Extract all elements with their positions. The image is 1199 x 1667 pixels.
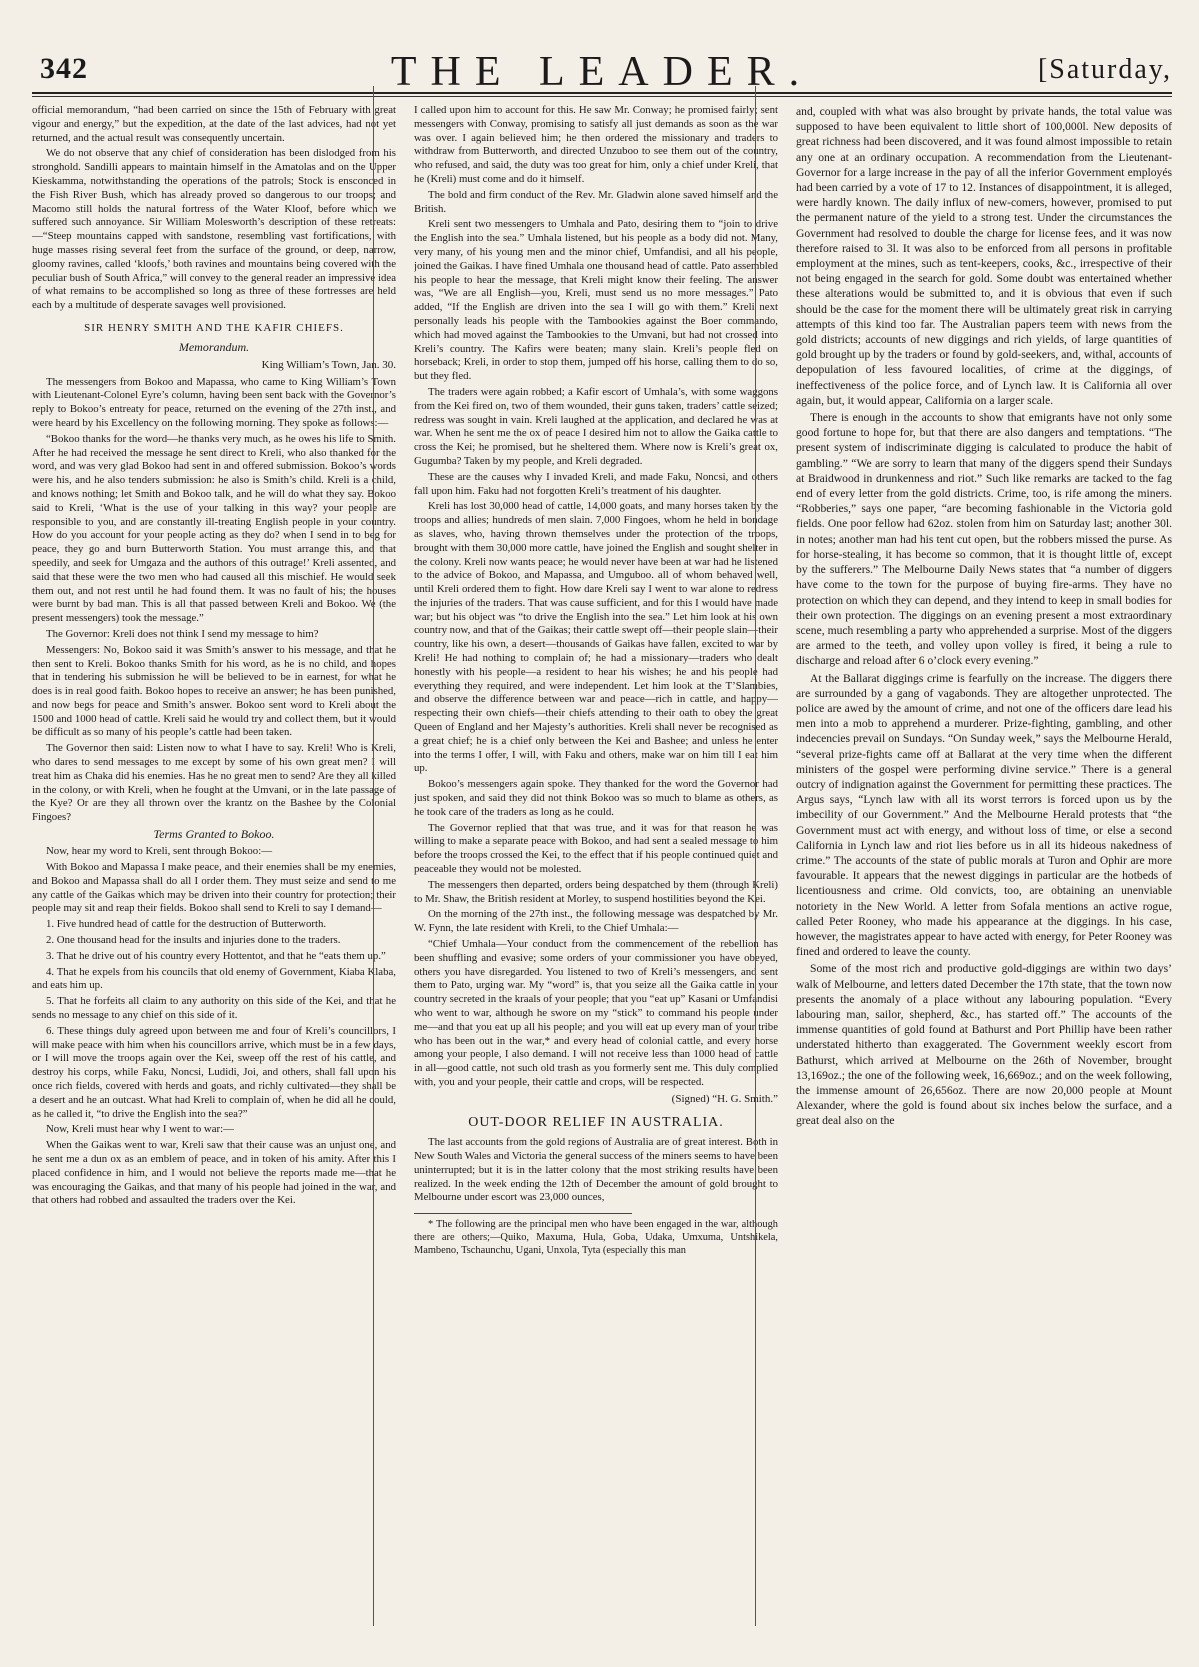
paragraph: When the Gaikas went to war, Kreli saw that their cause was an unjust one, and he sent me a dun ox as an emblem of peace, and in token of his amity. After this I placed confidence in him, and I would not believe the reports made me—that he was encouraging the Gaikas, and that many of his people had joined in the war, and that others had robbed and assaulted the traders over the Kei. [32,1139,396,1207]
paragraph: The bold and firm conduct of the Rev. Mr. Gladwin alone saved himself and the British. [414,188,778,215]
newspaper-title: THE LEADER. [390,49,814,95]
paragraph: Bokoo’s messengers again spoke. They thanked for the word the Governor had just spoken, and said they did not think Bokoo was so much to blame as others, as he took care of the traders as long as he could. [414,778,778,818]
column-divider [373,86,374,1626]
paragraph: Messengers: No, Bokoo said it was Smith’s answer to his message, and that he then sent to Kreli. Bokoo thanks Smith for his word, as he is no child, and hopes that in tendering his submission he will be believed to be in earnest, for what he does is in real good faith. Bokoo hopes to receive an answer; he has been punished, and now begs for peace and Smith’s answer. Bokoo sent word to Kreli about the 1500 and 1000 head of cattle. Kreli said he would try and collect them, but it would be difficult as so many of his people’s cattle had been taken. [32,643,396,739]
paragraph: The traders were again robbed; a Kafir escort of Umhala’s, with some waggons from the Kei fired on, two of them wounded, their guns taken, traders’ cattle seized; redress was sought in vain. Kreli laughed at the application, and declared he was at war. When he sent me the ox of peace I desired him not to allow the Gaika cattle to cross the Kei; he promised, but he sheltered them. Where now is Kreli’s great ox, Gugumba? Taken by my people, and Kreli degraded. [414,385,778,467]
paragraph: The last accounts from the gold regions of Australia are of great interest. Both in New South Wales and Victoria the general success of the miners seems to have been uninterrupted; but it is in the latter colony that the most striking results have been realized. In the week ending the 12th of December the amount of gold brought to Melbourne under escort was 23,000 ounces, [414,1136,778,1204]
masthead-rule-thin [32,96,1172,97]
paragraph: and, coupled with what was also brought by private hands, the total value was supposed to have been equivalent to little short of 100,000l. New deposits of great richness had been discovered, and it was found almost impossible to retain any one at an ordinary occupation. A recommendation from the Lieutenant-Governor for a large increase in the pay of all the inferior Government employés had been carried by a vote of 17 to 12. Instances of disappointment, it is alleged, were hardly known. The daily influx of new-comers, however, promised to put the permanent nature of the yield to a strong test. Under the circumstances the Government had resolved to double the charge for license fees, and it was now therefore raised to 3l. It was also to be enforced from all persons in profitable employment at the mines, such as tent-keepers, cooks, &c., irrespective of their not being engaged in the search for gold. Some doubt was entertained whether these alterations would be submitted to, and it is obvious that even if such should be the case for the moment there will be ultimately great risk in carrying attempts of this kind too far. The Australian papers teem with news from the gold districts; accounts of new diggings and rich yields, of large quantities of gold brought up by the traders or found by gold-seekers, and, withal, accounts of depopulation of less favoured localities, of crime at the diggings, of ineffectiveness of the police force, and of Lynch law. It is California all over again, but, it would appear, California on a larger scale. [796,105,1172,407]
paragraph: The Governor replied that that was true, and it was for that reason he was willing to make a separate peace with Bokoo, and had sent a sealed message to him before the troops crossed the Kei, to the effect that if his people continued quiet and peaceable they would not be molested. [414,821,778,876]
paragraph: Some of the most rich and productive gold-diggings are within two days’ walk of Melbourne, and letters dated December the 17th state, that the town now presents the anomaly of a place without any labouring population. “Every labouring man, sailor, shepherd, &c., has started off.” The accounts of the immense quantities of gold found at Bathurst and Port Phillip have been rather understated hitherto than exaggerated. The Government weekly escort from Bathurst, which arrived at Melbourne on the 26th of November, brought 13,169oz.; the one of the following week, 16,669oz.; and on the week following, the immense amount of 26,656oz. There are now 20,000 people at Mount Alexander, where the gold is found about six inches below the surface, and a great deal also on the [796,962,1172,1128]
newspaper-page [32,18,1172,1648]
masthead-rule [32,92,1172,94]
column-1 [32,104,396,1644]
section-subheading: Terms Granted to Bokoo. [153,827,275,842]
paragraph: 5. That he forfeits all claim to any authority on this side of the Kei, and that he sends no message to any chief on this side of it. [32,995,396,1022]
paragraph: I called upon him to account for this. He saw Mr. Conway; he promised fairly; sent messengers with Conway, promising to satisfy all just demands as soon as the war was over. I again believed him; he then ordered the missionary and traders to withdraw from Butterworth, and directed Unzuboo to see them out of the country, who refused, and said, the duty was too great for him, only a chief under Kreli, that he (Kreli) must come and do it himself. [414,104,778,185]
paragraph: At the Ballarat diggings crime is fearfully on the increase. The diggers there are surrounded by a gang of vagabonds. They are altogether unprotected. The police are awed by the amount of crime, and not one of the officers dare lead his men into a mob to apprehend a murderer. Prize-fighting, gambling, and other indecencies prevail on Sundays. “On Sunday week,” says the Melbourne Herald, “several prize-fights came off at Ballarat at the very time when the different ministers of the gospel were performing divine service.” There is a general outcry of indignation against the Government for permitting these practices. The Argus says, “Lynch law with all its worst terrors is forced upon us by the imbecility of our Government.” And the Melbourne Herald protests that “the Government must act with energy, and without loss of time, or else a second California in Lynch law and riot lies before us in all its hideous nakedness of crime.” The accounts of the state of public morals at Turon and Ophir are more favourable. It appears that the newest diggings in particular are the hotbeds of licentiousness and crime. Old convicts, too, are obtaining an unenviable notoriety in the New World. A letter from Sofala mentions an active rogue, called Peter Rooney, who made his appearance at the diggings. In his case, however, the magistrates appear to have acted with energy, for Peter Rooney was fined and ordered to leave the county. [796,671,1172,959]
column-2 [414,104,778,1644]
paragraph: 1. Five hundred head of cattle for the destruction of Butterworth. [46,918,327,931]
dateline: King William’s Town, Jan. 30. [261,359,396,372]
paragraph: official memorandum, “had been carried on since the 15th of February with great vigour and energy,” but the expedition, at the date of the last advices, had not yet returned, and the actual result was consequently uncertain. [32,104,396,144]
issue-day: [Saturday, [1037,54,1172,85]
footnote-text: * The following are the principal men who have been engaged in the war, although there are others;—Quiko, Maxuma, Hula, Goba, Udaka, Umxuma, Untshikela, Mambeno, Tschaunchu, Ugani, Unxola, Tyta (especially this man [414,1219,778,1257]
paragraph: Kreli sent two messengers to Umhala and Pato, desiring them to “join to drive the English into the sea.” Umhala listened, but his people as a body did not. Many, very many, of his young men and the minor chief, Umfandisi, and all his people, joined the Gaikas. I have fined Umhala one thousand head of cattle. Pato assembled his people to hear the message, that Kreli might know their feeling. The answer was, “We are all English—you, Kreli, must send us no more messages.” Pato added, “If the English are driven into the sea I will go with them.” Kreli next personally leads his people with the Tambookies against the Boer commando, which had moved against the Tambookies to the Umvani, but had not crossed into Kreli’s country. The Kafirs were beaten; many slain. Kreli’s people fled on horseback; Kreli, in order to stop them, jumped off his horse, calling them to do so, but they fled. [414,218,778,383]
signature-line: (Signed) “H. G. Smith.” [671,1092,778,1105]
paragraph: We do not observe that any chief of consideration has been dislodged from his stronghold. Sandilli appears to maintain himself in the Amatolas and on the Upper Kieskamma, notwithstanding the operations of the patrols; Stock is ensconced in the Fish River Bush, which has already proved so dangerous to our troops; and Macomo still holds the natural fortress of the Water Kloof, before which we suffered such annoyance. Sir William Molesworth’s description of these retreats:—“Steep mountains capped with sandstone, resembling vast fortifications, with huge masses rising several feet from the surface of the ground, or deep, narrow, gloomy ravines, called ‘kloofs,’ both ravines and mountains being covered with the peculiar bush of South Africa,” will convey to the general reader an impressive idea of what remains to be accomplished so long as three of these fortresses are held each by a multitude of desperate savages well provisioned. [32,147,396,312]
paragraph: The Governor then said: Listen now to what I have to say. Kreli! Who is Kreli, who dares to send messages to me except by some of his own great men? I will treat him as Chaka did his enemies. Has he no great men to send? Are they all killed in the colony, or with Kreli, when he fought at the Umvani, or in the late passage of the Kye? Or are they all thrown over the krantz on the Bashee by the Colonial Fingoes? [32,742,396,824]
page-number: 342 [40,52,88,85]
paragraph: The messengers from Bokoo and Mapassa, who came to King William’s Town with Lieutenant-Colonel Eyre’s column, having been sent back with the Governor’s reply to Bokoo’s entreaty for peace, returned on the evening of the 27th inst., and were heard by his Excellency on the following morning. They spoke as follows:— [32,375,396,429]
paragraph: With Bokoo and Mapassa I make peace, and their enemies shall be my enemies, and Bokoo and Mapassa shall do all I order them. They must seize and send to me any cattle of the Gaikas which may be driven into their country for protection; their people may sit and reap their fields. Bokoo shall send to Kreli to say I demand— [32,861,396,915]
paragraph: 2. One thousand head for the insults and injuries done to the traders. [46,934,341,947]
paragraph: “Chief Umhala—Your conduct from the commencement of the rebellion has been shuffling and evasive; some orders of your commissioner you have obeyed, others you have disregarded. You listened to two of Kreli’s messengers, and sent them to Pato, urging war. My “word” is, that you seize all the Gaika cattle in your country secreted in the kraals of your people; that you “eat up” Kasani or Umfandisi who went to war, although he swore on my “stick” to command his people under me—and that you eat up all his people; and you will eat up every man of your tribe who has been out in the war,* and every head of colonial cattle, and every horse among your people, I also demand. I will not receive less than 1000 head of cattle in all—good cattle, not such old trash as you formerly sent me. This duly complied with, you and your people, their cattle and crops, will be respected. [414,938,778,1088]
paragraph: There is enough in the accounts to show that emigrants have not only some good fortune to hope for, but that there are also dangers and temptations. “The present system of indiscriminate digging is calculated to produce the habit of gambling.” “We are sorry to learn that many of the diggers spend their Sundays at Braidwood in drunkenness and riot.” Such like remarks are tacked to the fag end of every letter from the gold districts. Crime, too, is rife among the miners. “Robberies,” says one paper, “are becoming fashionable in the Victoria gold fields. One poor fellow had 62oz. stolen from him on Saturday last; another 30l. in notes; another man had his tent cut open, but the robbers missed the purse. As for horse-stealing, it has become so common, that it is thought little of, except by the sufferers.” The Melbourne Daily News states that “a number of diggers have come to the town for the purpose of buying fire-arms. They have no protection on which they can depend, and they intend to keep in small bodies for their own protection. The diggings on an evening present a most extraordinary scene, much resembling a party who apprehended a surprise. Most of the diggers are armed to the teeth, and volley upon volley is fired, it being a rule to discharge and reload after 6 o’clock every evening.” [796,411,1172,668]
paragraph: On the morning of the 27th inst., the following message was despatched by Mr. W. Fynn, the late resident with Kreli, to the Chief Umhala:— [414,908,778,935]
paragraph: Kreli has lost 30,000 head of cattle, 14,000 goats, and many horses taken by the troops and allies; hundreds of men slain. 7,000 Fingoes, whom he held in bondage as slaves, who, having thrown themselves under the protection of the troops, brought with them 30,000 more cattle, have joined the English and sought shelter in the colony. Kreli now wants peace; he would never have been at war had he listened to the advice of Bokoo, and Mapassa, and Umguboo. all of whom behaved well, until Kreli ordered them to fight. How dare Kreli say I went to war alone to redress the injuries of the traders. That was cause sufficient, and for this I would have made war; but his object was “to drive the English into the sea.” Let him look at his own country now, and that of the Gaikas; their cattle swept off—their people slain—their country, like his own, a desert—thousands of Gaikas have fallen, excited to war by Kreli! He had nothing to complain of; he had a missionary—traders who dealt honestly with his people—a resident to hear his wishes; he and his people had everything they required, and were independent. Let him look at the T’Slambies, and observe the difference between war and peace—rich in cattle, and happy—respecting their own chiefs—their chiefs attending to their oath to obey the great Queen of England and her Majesty’s authorities. Kreli shall never be recognised as a great chief; he is a chief only between the Kei and Bashee; and unless he enter into the terms I offer, I will, with Faku and others, make war on him till I eat him up. [414,500,778,775]
article-heading: SIR HENRY SMITH AND THE KAFIR CHIEFS. [84,321,344,334]
article-heading: OUT-DOOR RELIEF IN AUSTRALIA. [468,1114,724,1130]
column-divider [755,86,756,1626]
paragraph: These are the causes why I invaded Kreli, and made Faku, Noncsi, and others fall upon him. Faku had not forgotten Kreli’s treatment of his daughter. [414,470,778,497]
paragraph: 3. That he drive out of his country every Hottentot, and that he “eats them up.” [46,949,386,962]
paragraph: 6. These things duly agreed upon between me and four of Kreli’s councillors, I will make peace with him when his councillors arrive, which must be in a few days, or I will move the troops again over the Kei, sweep off the rest of his cattle, and destroy his corps, while Faku, Noncsi, Ludidi, Joi, and others, shall fall upon his once rich fields, covered with herds and goats, and richly cultivated—they shall be a desert and he an outcast. What had Kreli to complain of, when he did all he could, as he called it, “to drive the English into the sea?” [32,1024,396,1120]
paragraph: The Governor: Kreli does not think I send my message to him? [46,627,319,640]
paragraph: 4. That he expels from his councils that old enemy of Government, Kiaba Klaba, and eats him up. [32,965,396,992]
paragraph: The messengers then departed, orders being despatched by them (through Kreli) to Mr. Shaw, the British resident at Morley, to suspend hostilities beyond the Kei. [414,878,778,905]
paragraph: “Bokoo thanks for the word—he thanks very much, as he owes his life to Smith. After he had received the message he sent direct to Kreli, who also thanked for the word, and was very glad Bokoo had sent in and offered submission. Bokoo’s words were his, and he also tenders submission: he also is Smith’s child. Kreli is a child, and knows nothing; let Smith and Bokoo talk, and he will do what they say. Bokoo said to Kreli, ‘What is the use of your talking in this way? your people are responsible to you, and are constantly ill-treating English people in your country. How do you account for your people acting as they do? when I send in to beg for peace, they go and burn Butterworth Station. You must arrange this, and that speedily, and seek for Umgaza and the authors of this outrage!’ Kreli assented, and said that these were the two men who had caused all this mischief. He would seek them out, and not rest until he had found them. It was no fault of his; the houses were burnt by bad man. This is all that passed between Kreli and Bokoo. We (the present messengers) took the message.” [32,432,396,625]
masthead [32,18,1172,95]
footnote-rule [414,1213,632,1214]
columns [32,104,1172,1644]
paragraph: Now, hear my word to Kreli, sent through Bokoo:— [46,845,273,858]
article-subheading: Memorandum. [178,340,250,355]
footnote [414,1218,778,1257]
paragraph: Now, Kreli must hear why I went to war:— [46,1123,234,1136]
column-3 [796,104,1172,1644]
